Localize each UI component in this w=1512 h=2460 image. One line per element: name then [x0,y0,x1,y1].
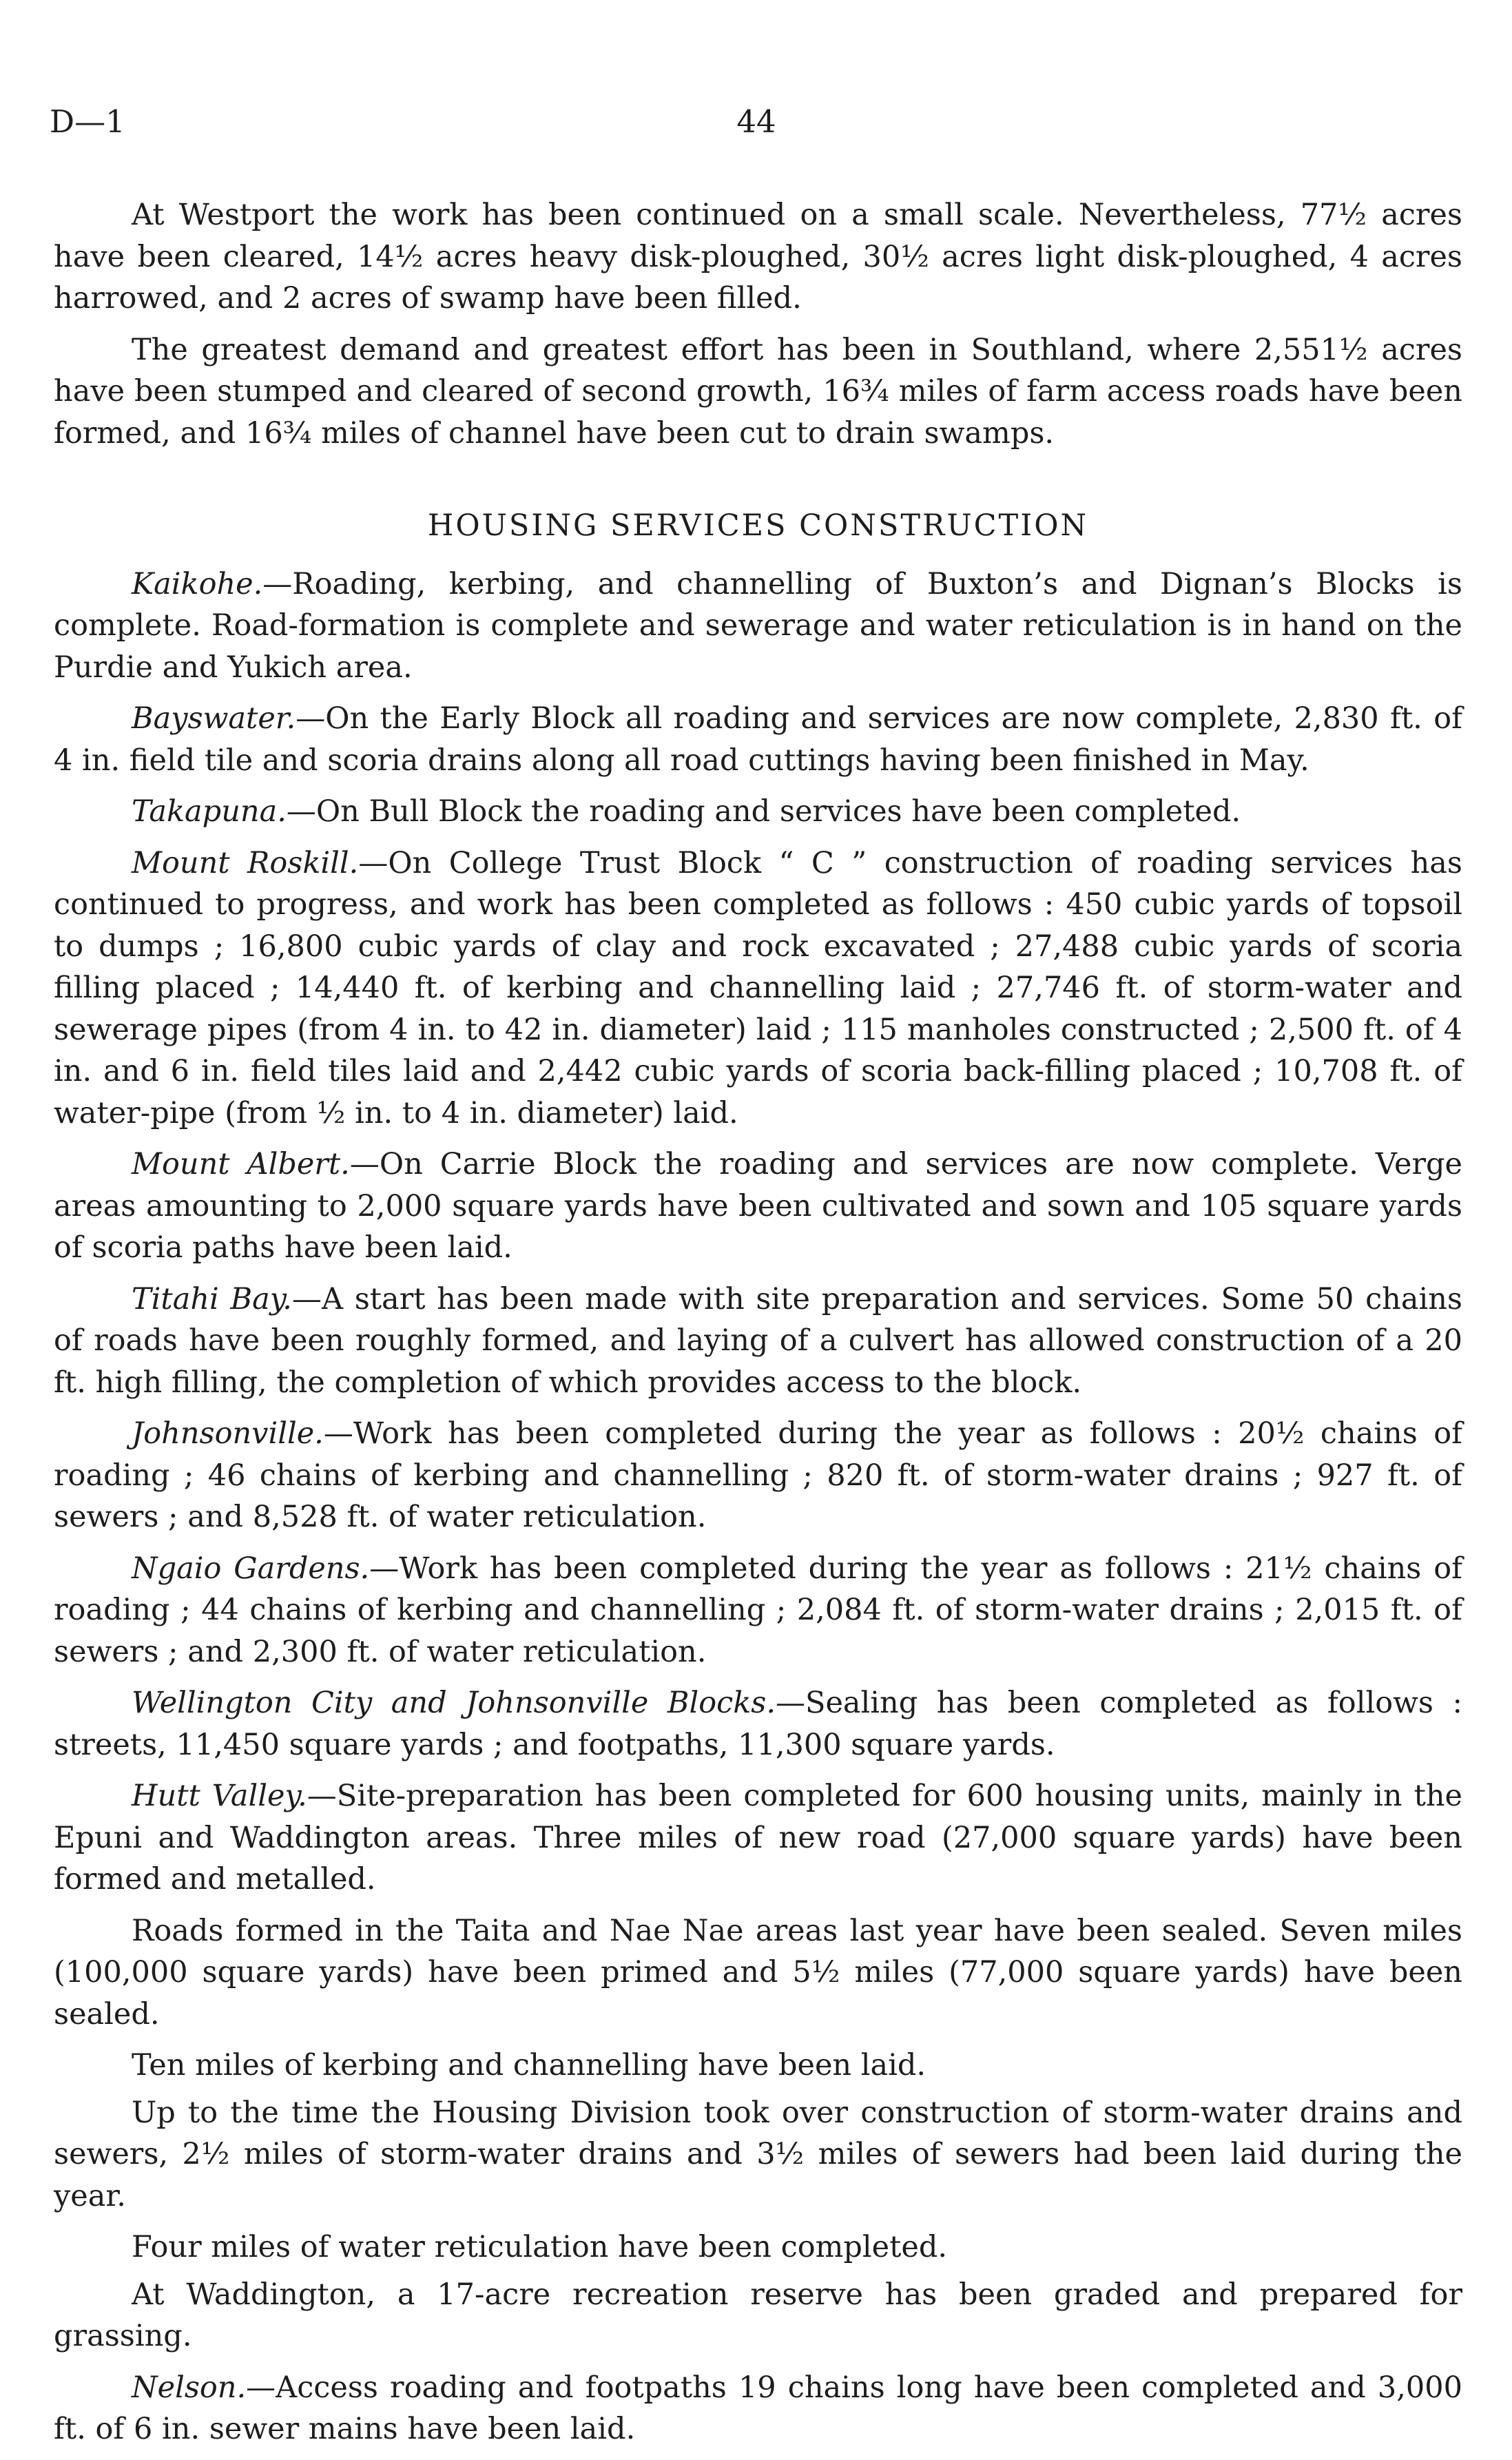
document-body [54,194,1462,2460]
entry-text: —On College Trust Block “ C ” construction of roading services has continued to progress, and work has been completed as follows : 450 cubic yards of topsoil to dumps ; 16,800 cubic yards of clay and rock excavated ; 27,488 cubic yards of scoria filling placed ; 14,440 ft. of kerbing and channelling laid ; 27,746 ft. of storm-water and sewerage pipes (from 4 in. to 42 in. diameter) laid ; 115 manholes constructed ; 2,500 ft. of 4 in. and 6 in. field tiles laid and 2,442 cubic yards of scoria back-filling placed ; 10,708 ft. of water-pipe (from ½ in. to 4 in. diameter) laid. [54,845,1462,1130]
document-reference: D—1 [50,103,125,140]
place-name: Mount Roskill. [132,845,359,880]
entry-hutt-valley [54,1775,1462,1901]
entry-mount-roskill [54,843,1462,1135]
entry-text: —Site-preparation has been completed for 600 housing units, mainly in the Epuni and Waddington areas. Three miles of new road (27,000 square yards) have been formed and metalled. [54,1779,1462,1896]
entry-text: —On the Early Block all roading and services are now complete, 2,830 ft. of 4 in. field tile and scoria drains along all road cuttings having been finished in May. [54,701,1462,778]
entry-takapuna [54,791,1462,833]
paragraph-southland: The greatest demand and greatest effort has been in Southland, where 2,551½ acres have been stumped and cleared of second growth, 16¾ miles of farm access roads have been formed, and 16¾ miles of channel have been cut to drain swamps. [54,332,1462,451]
entry-text: —Roading, kerbing, and channelling of Buxton’s and Dignan’s Blocks is complete. Road-formation is complete and sewerage and water reticulation is in hand on the Purdie and Yukich area. [54,566,1462,685]
paragraph-waddington-reserve: At Waddington, a 17-acre recreation reserve has been graded and prepared for grassing. [54,2277,1462,2353]
place-name: Mount Albert. [132,1147,350,1181]
place-name: Ngaio Gardens. [132,1551,370,1586]
entry-titahi-bay [54,1279,1462,1404]
paragraph-drains-sewers: Up to the time the Housing Division took over construction of storm-water drains and sewers, 2½ miles of storm-water drains and 3½ miles of sewers had been laid during the year. [54,2095,1462,2213]
paragraph-taita-sealing: Roads formed in the Taita and Nae Nae areas last year have been sealed. Seven miles (100,000 square yards) have been primed and 5½ miles (77,000 square yards) have been sealed. [54,1913,1462,2032]
entry-ngaio-gardens [54,1548,1462,1673]
entry-text: —On Bull Block the roading and services have been completed. [286,794,1241,829]
paragraph-kerbing: Ten miles of kerbing and channelling have been laid. [132,2048,926,2082]
place-name: Johnsonville. [132,1416,324,1451]
entry-johnsonville [54,1413,1462,1538]
entry-wellington-johnsonville-blocks [54,1682,1462,1766]
entry-nelson [54,2367,1462,2450]
place-name: Wellington City and Johnsonville Blocks. [132,1686,776,1720]
entry-text: —On Carrie Block the roading and services are now complete. Verge areas amounting to 2,000 square yards have been cultivated and sown and 105 square yards of scoria paths have been laid. [54,1147,1462,1265]
paragraph-water-reticulation: Four miles of water reticulation have been completed. [132,2230,948,2264]
entry-bayswater [54,698,1462,781]
entry-text: —A start has been made with site preparation and services. Some 50 chains of roads have been roughly formed, and laying of a culvert has allowed construction of a 20 ft. high filling, the completion of which provides access to the block. [54,1281,1462,1400]
page-number: 44 [736,103,776,140]
paragraph-westport: At Westport the work has been continued on a small scale. Nevertheless, 77½ acres have been cleared, 14½ acres heavy disk-ploughed, 30½ acres light disk-ploughed, 4 acres harrowed, and 2 acres of swamp have been filled. [54,198,1462,316]
entry-mount-albert [54,1144,1462,1269]
entry-text: —Access roading and footpaths 19 chains long have been completed and 3,000 ft. of 6 in. sewer mains have been laid. [54,2370,1462,2446]
entry-text: —Sealing has been completed as follows : streets, 11,450 square yards ; and footpaths, 11,300 square yards. [54,1686,1462,1762]
place-name: Hutt Valley. [132,1779,307,1813]
entry-text: —Work has been completed during the year as follows : 20½ chains of roading ; 46 chains of kerbing and channelling ; 820 ft. of storm-water drains ; 927 ft. of sewers ; and 8,528 ft. of water reticulation. [54,1416,1462,1534]
entry-kaikohe [54,564,1462,689]
page-header [50,103,1463,158]
place-name: Bayswater. [132,701,296,736]
place-name: Nelson. [132,2370,247,2405]
place-name: Takapuna. [132,794,287,829]
place-name: Titahi Bay. [132,1281,292,1316]
place-name: Kaikohe. [132,566,263,601]
section-heading: HOUSING SERVICES CONSTRUCTION [427,508,1089,543]
entry-text: —Work has been completed during the year as follows : 21½ chains of roading ; 44 chains of kerbing and channelling ; 2,084 ft. of storm-water drains ; 2,015 ft. of sewers ; and 2,300 ft. of water reticulation. [54,1551,1462,1669]
